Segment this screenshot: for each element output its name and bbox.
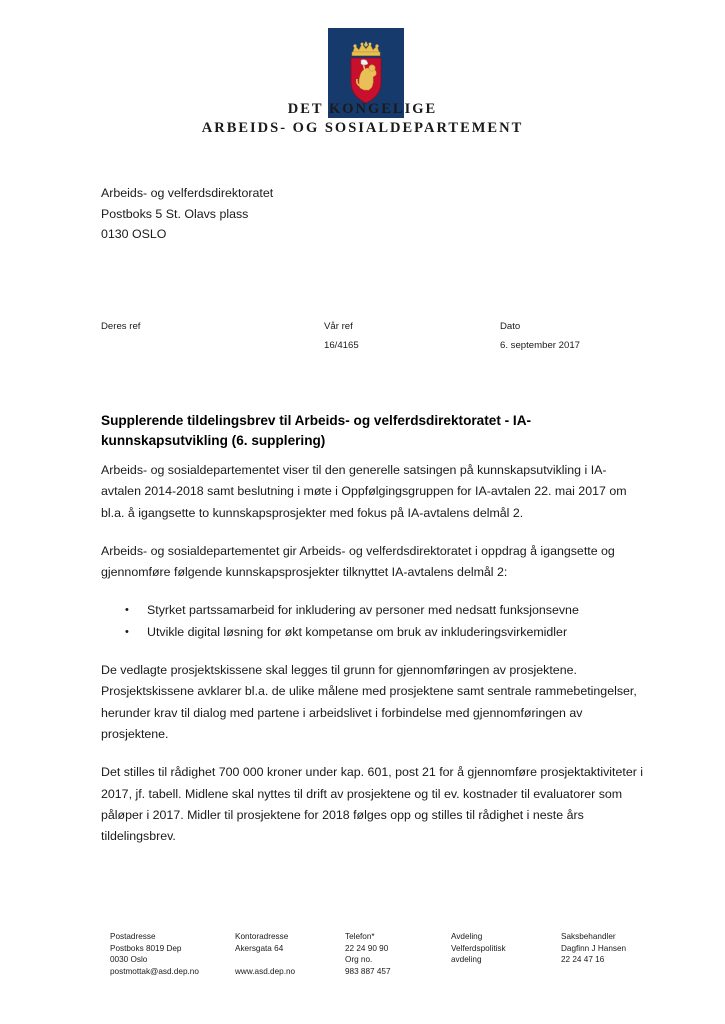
recipient-address <box>101 183 273 245</box>
paragraph-2: Arbeids- og sosialdepartementet gir Arbeids- og velferdsdirektoratet i oppdrag å igangsette og gjennomføre følgende kunnskapsprosjekter tilknyttet IA-avtalens delmål 2: <box>101 543 615 580</box>
footer-postadresse-heading: Postadresse <box>110 932 156 941</box>
deres-ref-label: Deres ref <box>101 321 141 332</box>
footer-kontoradresse-line-1: Akersgata 64 <box>235 943 284 953</box>
project-bullet-list <box>101 600 646 643</box>
paragraph-3: De vedlagte prosjektskissene skal legges til grunn for gjennomføringen av prosjektene. Prosjektskissene avklarer bl.a. de ulike målene med prosjektene samt sentrale rammebetingelser, herunder krav til dialog med partene i arbeidslivet i forbindelse med gjennomføringen av prosjektene. <box>101 663 637 741</box>
footer-orgno-value: 983 887 457 <box>345 966 391 976</box>
letterhead-text <box>0 100 725 137</box>
norwegian-coat-of-arms-icon <box>341 38 391 106</box>
dato-column <box>500 317 580 355</box>
footer-postadresse-line-2: 0030 Oslo <box>110 955 148 965</box>
paragraph-1: Arbeids- og sosialdepartementet viser til den generelle satsingen på kunnskapsutvikling i IA-avtalen 2014-2018 samt beslutning i møte i Oppfølgingsgruppen for IA-avtalen 22. mai 2017 om bl.a. å igangsette to kunnskapsprosjekter med fokus på IA-avtalens delmål 2. <box>101 463 627 520</box>
footer-avdeling-heading: Avdeling <box>451 932 483 941</box>
letterhead-line-2: ARBEIDS- OG SOSIALDEPARTEMENT <box>201 119 524 136</box>
list-item: • Utvikle digital løsning for økt kompetanse om bruk av inkluderingsvirkemidler <box>147 622 646 643</box>
footer-saksbehandler-phone: 22 24 47 16 <box>561 955 605 965</box>
footer-kontoradresse-website: www.asd.dep.no <box>235 966 296 976</box>
document-title: Supplerende tildelingsbrev til Arbeids- og velferdsdirektoratet - IA-kunnskapsutvikling (6. supplering) <box>101 413 532 448</box>
letterhead-line-1: DET KONGELIGE <box>287 101 438 117</box>
footer-kontoradresse-column <box>235 931 295 977</box>
dato-label: Dato <box>500 321 521 332</box>
dato-value: 6. september 2017 <box>500 340 581 351</box>
footer-telefon-number: 22 24 90 90 <box>345 943 389 953</box>
footer-saksbehandler-column <box>561 931 626 966</box>
recipient-line-1: Arbeids- og velferdsdirektoratet <box>101 186 274 200</box>
footer-orgno-label: Org no. <box>345 955 373 965</box>
list-item: • Styrket partssamarbeid for inkludering av personer med nedsatt funksjonsevne <box>147 600 646 621</box>
footer-kontoradresse-heading: Kontoradresse <box>235 932 289 941</box>
footer-avdeling-line-1: Velferdspolitisk <box>451 943 506 953</box>
footer-avdeling-line-2: avdeling <box>451 955 482 965</box>
var-ref-column <box>324 317 359 355</box>
footer-postadresse-line-1: Postboks 8019 Dep <box>110 943 182 953</box>
letterhead <box>0 22 725 137</box>
footer-saksbehandler-name: Dagfinn J Hansen <box>561 943 627 953</box>
var-ref-label: Vår ref <box>324 321 353 332</box>
footer-postadresse-column <box>110 931 199 977</box>
footer-saksbehandler-heading: Saksbehandler <box>561 932 616 941</box>
paragraph-4: Det stilles til rådighet 700 000 kroner under kap. 601, post 21 for å gjennomføre prosjektaktiviteter i 2017, jf. tabell. Midlene skal nyttes til drift av prosjektene og til ev. kostnader til evaluatorer som påløper i 2017. Midler til prosjektene for 2018 følges opp og stilles til rådighet i neste års tildelingsbrev. <box>101 765 644 844</box>
deres-ref-column <box>101 317 140 336</box>
footer-postadresse-email: postmottak@asd.dep.no <box>110 966 199 976</box>
letter-body <box>101 411 646 864</box>
recipient-line-3: 0130 OSLO <box>101 227 167 241</box>
footer-telefon-heading: Telefon* <box>345 932 375 941</box>
recipient-line-2: Postboks 5 St. Olavs plass <box>101 206 249 221</box>
footer-kontoradresse-spacer <box>235 954 295 966</box>
footer-telefon-column <box>345 931 391 977</box>
footer-avdeling-column <box>451 931 506 966</box>
var-ref-value: 16/4165 <box>324 340 359 351</box>
